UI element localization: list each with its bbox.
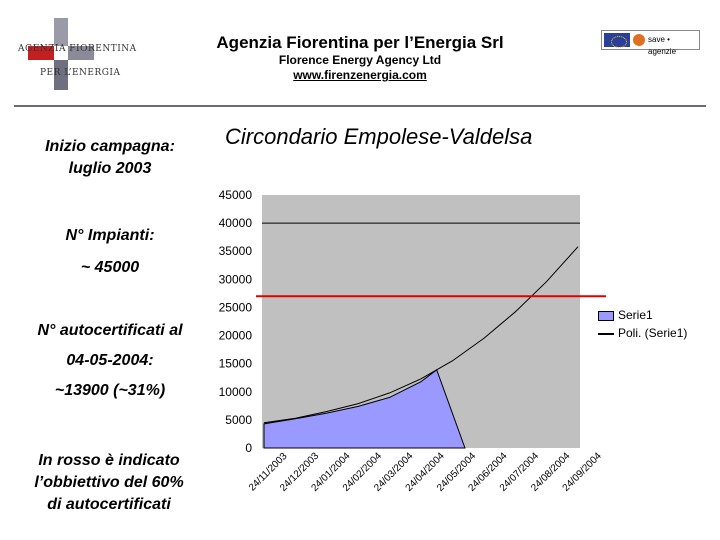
x-tick-label-6: 24/05/2004 bbox=[435, 450, 479, 494]
company-name-en: Florence Energy Agency Ltd bbox=[278, 53, 442, 67]
x-tick-label-4: 24/03/2004 bbox=[372, 450, 416, 494]
y-tick-label-5000: 5000 bbox=[225, 412, 252, 427]
chart-legend bbox=[598, 307, 698, 345]
x-tick-label-8: 24/07/2004 bbox=[497, 450, 542, 494]
x-tick-label-5: 24/04/2004 bbox=[403, 450, 447, 494]
x-tick-label-1: 24/12/2003 bbox=[278, 450, 322, 494]
x-tick-label-10: 24/09/2004 bbox=[560, 450, 604, 494]
certs-date: 04-05-2004: bbox=[66, 352, 154, 369]
note-line1: In rosso è indicato bbox=[38, 452, 180, 469]
y-tick-label-20000: 20000 bbox=[218, 328, 252, 343]
campaign-start-title: Inizio campagna: bbox=[45, 138, 175, 155]
y-tick-label-40000: 40000 bbox=[218, 216, 252, 231]
note-line3: di autocertificati bbox=[47, 496, 171, 513]
x-tick-label-7: 24/06/2004 bbox=[466, 450, 510, 494]
y-tick-label-25000: 25000 bbox=[218, 300, 252, 315]
y-tick-label-0: 0 bbox=[245, 441, 252, 455]
legend-label-poly: Poli. (Serie1) bbox=[618, 326, 688, 340]
plants-title: N° Impianti: bbox=[65, 227, 155, 244]
x-tick-label-9: 24/08/2004 bbox=[529, 450, 573, 494]
legend-swatch-series1 bbox=[598, 311, 614, 321]
x-tick-label-0: 24/11/2003 bbox=[246, 450, 290, 494]
y-tick-label-10000: 10000 bbox=[218, 384, 252, 399]
x-tick-label-3: 24/02/2004 bbox=[340, 450, 385, 494]
logo-text-line1: AGENZIA FIORENTINA bbox=[18, 44, 137, 54]
partners-label: save • agenzie bbox=[648, 35, 677, 56]
y-tick-label-30000: 30000 bbox=[218, 272, 252, 287]
campaign-start-value: luglio 2003 bbox=[68, 160, 152, 177]
chart-title: Circondario Empolese-Valdelsa bbox=[225, 124, 533, 149]
website-link[interactable]: www.firenzenergia.com bbox=[293, 68, 427, 82]
logo-text-line2: PER L’ENERGIA bbox=[40, 68, 121, 78]
certs-value: ~13900 (~31%) bbox=[54, 382, 166, 399]
y-tick-label-35000: 35000 bbox=[218, 244, 252, 259]
x-tick-label-2: 24/01/2004 bbox=[309, 450, 353, 494]
legend-line-poly bbox=[598, 333, 614, 335]
plants-value: ~ 45000 bbox=[80, 259, 140, 276]
legend-label-series1: Serie1 bbox=[618, 308, 653, 322]
y-tick-label-15000: 15000 bbox=[218, 356, 252, 371]
company-name: Agenzia Fiorentina per l’Energia Srl bbox=[216, 33, 504, 52]
note-line2: l’obbiettivo del 60% bbox=[34, 474, 184, 491]
y-tick-label-45000: 45000 bbox=[218, 188, 252, 202]
certs-title: N° autocertificati al bbox=[37, 322, 183, 339]
